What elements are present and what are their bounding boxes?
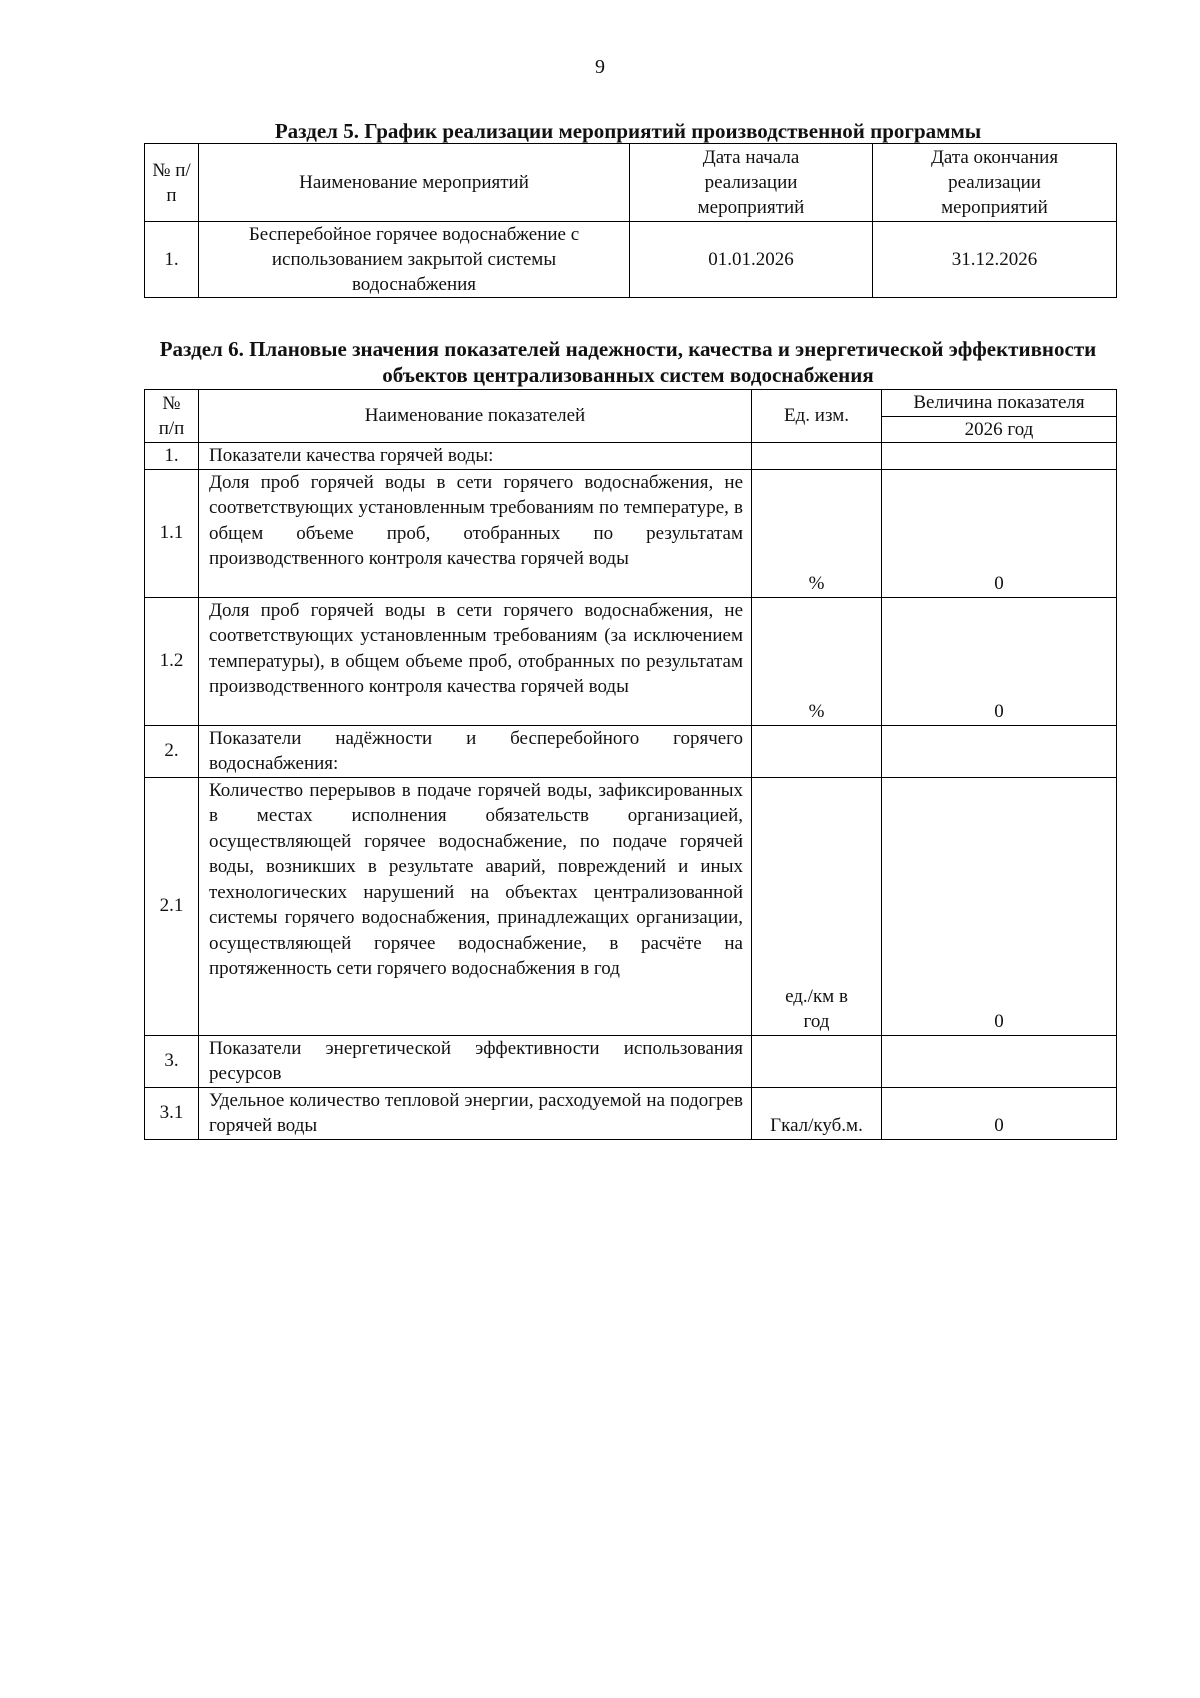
header-indicator-name: Наименование показателей: [199, 390, 752, 443]
table-row: [145, 222, 1117, 298]
table-row: [145, 443, 1117, 470]
header-event-name: Наименование мероприятий: [199, 144, 630, 222]
table-row: [145, 725, 1117, 777]
row-end-date: 31.12.2026: [873, 222, 1117, 298]
table-row: [145, 1087, 1117, 1139]
schedule-table: [144, 143, 1117, 298]
row-indicator-name: Количество перерывов в подаче горячей воды, зафиксированных в местах исполнения обязательств организацией, осуществляющей горячее водоснабжение, по подаче горячей воды, возникших в результате аварий, повреждений и иных технологических нарушений на объектах централизованной системы горячего водоснабжения, принадлежащих организации, осуществляющей горячее водоснабжение, в расчёте на протяженность сети горячего водоснабжения в год: [199, 777, 752, 1035]
section-6-title: Раздел 6. Плановые значения показателей надежности, качества и энергетической эффективности объектов централизованных систем водоснабжения: [159, 337, 1097, 387]
header-end-date: Дата окончания реализации мероприятий: [873, 144, 1117, 222]
row-start-date: 01.01.2026: [630, 222, 873, 298]
table-row: [145, 469, 1117, 597]
table-row: [145, 1035, 1117, 1087]
row-indicator-name: Показатели энергетической эффективности использования ресурсов: [199, 1035, 752, 1087]
row-unit: ед./км в год: [752, 777, 882, 1035]
header-num: № п/п: [145, 390, 199, 443]
row-num: 1.2: [145, 597, 199, 725]
row-num: 1.: [145, 443, 199, 470]
row-indicator-name: Показатели качества горячей воды:: [199, 443, 752, 470]
row-num: 1.: [145, 222, 199, 298]
header-unit: Ед. изм.: [752, 390, 882, 443]
row-num: 2.1: [145, 777, 199, 1035]
row-value: [882, 443, 1117, 470]
row-num: 1.1: [145, 469, 199, 597]
row-num: 3.1: [145, 1087, 199, 1139]
table-header-row: [145, 390, 1117, 417]
table-row: [145, 777, 1117, 1035]
row-value: 0: [882, 777, 1117, 1035]
header-year: 2026 год: [882, 416, 1117, 443]
row-indicator-name: Показатели надёжности и бесперебойного горячего водоснабжения:: [199, 725, 752, 777]
row-value: 0: [882, 597, 1117, 725]
row-value: 0: [882, 469, 1117, 597]
table-header-row: [145, 144, 1117, 222]
row-unit: Гкал/куб.м.: [752, 1087, 882, 1139]
row-indicator-name: Доля проб горячей воды в сети горячего водоснабжения, не соответствующих установленным требованиям (за исключением температуры), в общем объеме проб, отобранных по результатам производственного контроля качества горячей воды: [199, 597, 752, 725]
indicators-table: [144, 389, 1117, 1140]
row-value: [882, 725, 1117, 777]
section-5-title: Раздел 5. График реализации мероприятий производственной программы: [274, 119, 982, 143]
row-unit: [752, 443, 882, 470]
header-value-group: Величина показателя: [882, 390, 1117, 417]
row-num: 2.: [145, 725, 199, 777]
table-row: [145, 597, 1117, 725]
row-unit: [752, 725, 882, 777]
page-number: 9: [595, 56, 605, 78]
row-unit: %: [752, 597, 882, 725]
row-value: 0: [882, 1087, 1117, 1139]
row-value: [882, 1035, 1117, 1087]
row-unit: %: [752, 469, 882, 597]
row-indicator-name: Удельное количество тепловой энергии, расходуемой на подогрев горячей воды: [199, 1087, 752, 1139]
row-event-name: Бесперебойное горячее водоснабжение с использованием закрытой системы водоснабжения: [199, 222, 630, 298]
header-num: № п/п: [145, 144, 199, 222]
row-unit: [752, 1035, 882, 1087]
row-num: 3.: [145, 1035, 199, 1087]
row-indicator-name: Доля проб горячей воды в сети горячего водоснабжения, не соответствующих установленным требованиям по температуре, в общем объеме проб, отобранных по результатам производственного контроля качества горячей воды: [199, 469, 752, 597]
header-start-date: Дата начала реализации мероприятий: [630, 144, 873, 222]
